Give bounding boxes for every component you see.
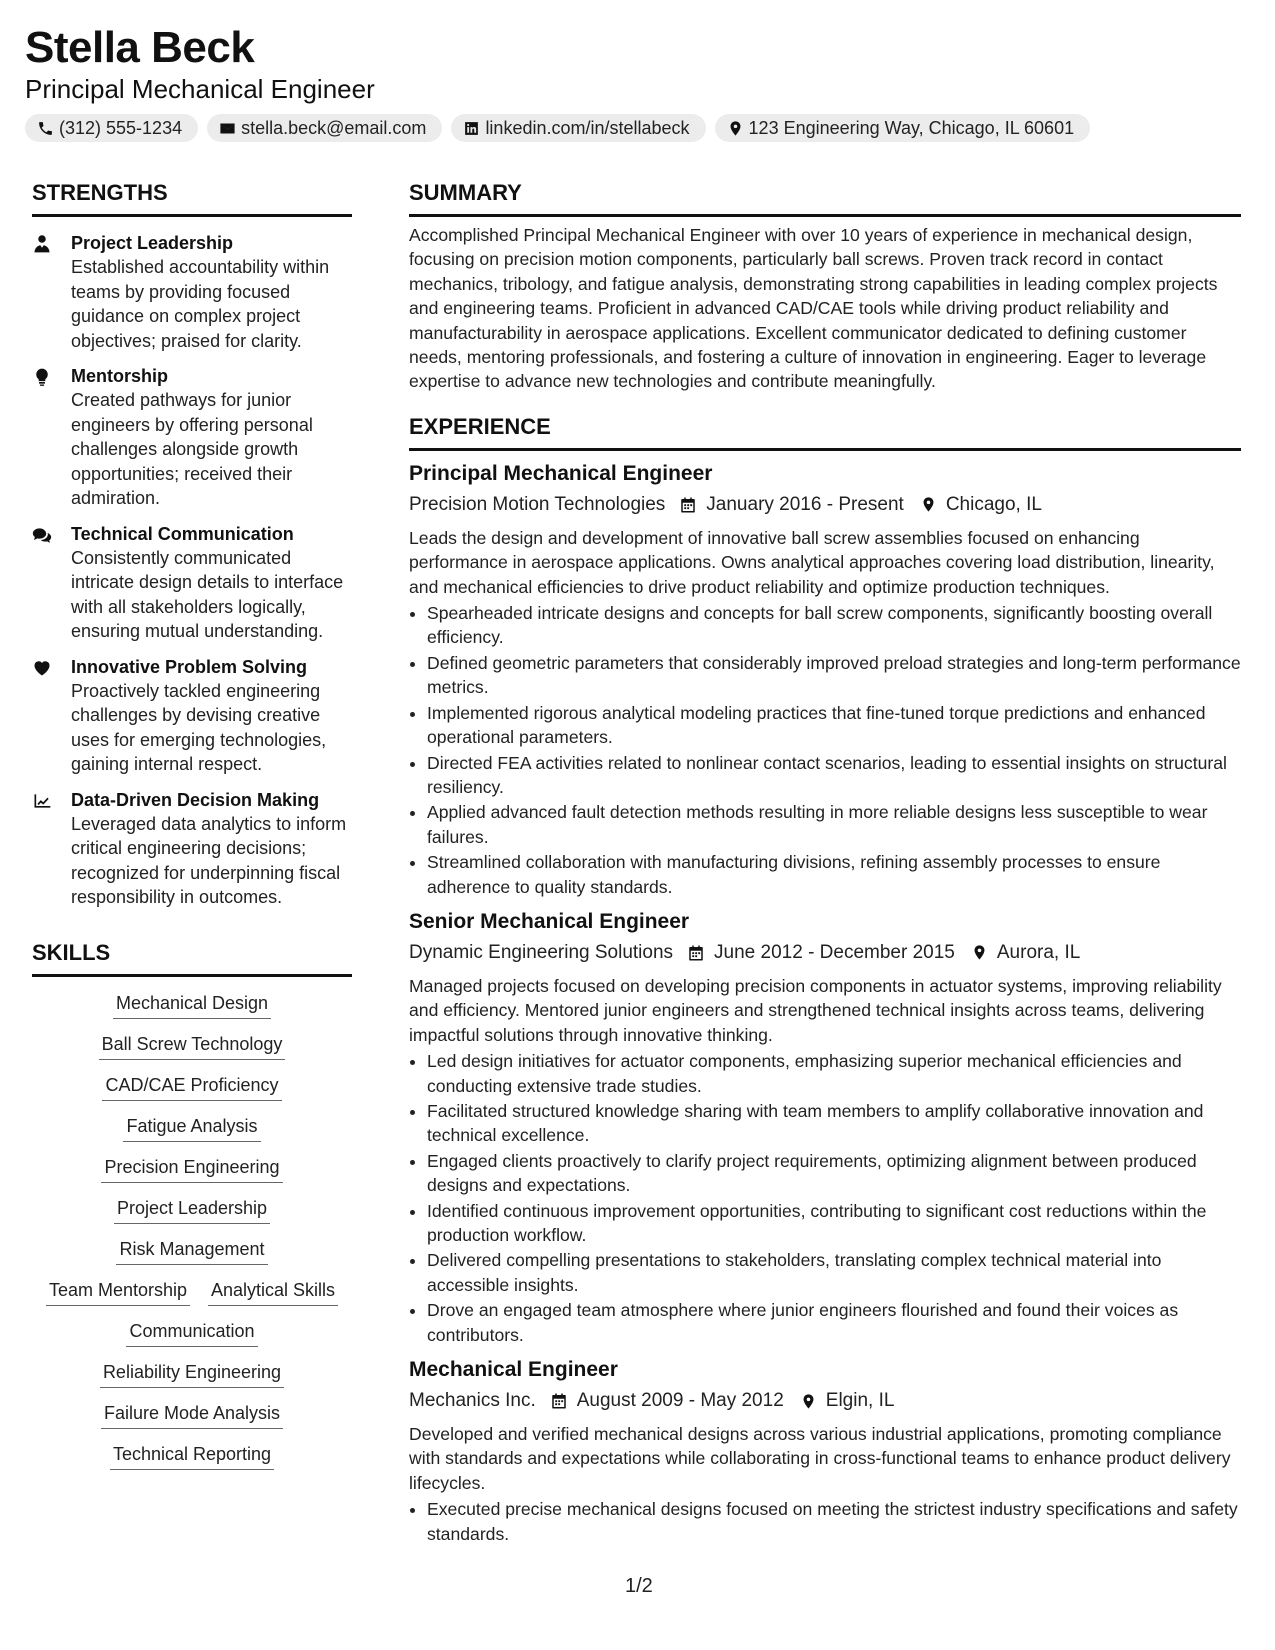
skills-list — [32, 991, 352, 1470]
job-title: Mechanical Engineer — [409, 1358, 618, 1382]
summary-text: Accomplished Principal Mechanical Engineer with over 10 years of experience in mechanical design, focusing on precision motion components, particularly ball screws. Proven track record in contact mechanics, tribology, and fatigue analysis, demonstrating strong capabilities in leading complex projects and engineering teams. Proficient in advanced CAD/CAE tools while driving product reliability and manufacturability in aerospace applications. Excellent communicator dedicated to defining customer needs, mentoring professionals, and fostering a culture of innovation in engineering. Eager to leverage expertise to advance new technologies and contribute meaningfully. — [409, 225, 1218, 392]
job-title: Senior Mechanical Engineer — [409, 909, 690, 933]
strength-item — [32, 364, 352, 511]
strength-title: Data-Driven Decision Making — [71, 789, 320, 810]
job-location: Aurora, IL — [996, 941, 1081, 963]
job-location: Chicago, IL — [945, 493, 1042, 515]
skill-tag: Reliability Engineering — [100, 1360, 284, 1388]
experience-heading: EXPERIENCE — [409, 412, 1241, 451]
job-entry — [409, 1355, 1241, 1546]
candidate-title: Principal Mechanical Engineer — [25, 74, 375, 104]
calendar-icon — [687, 944, 705, 962]
calendar-icon — [550, 1392, 568, 1410]
skill-tag: Team Mentorship — [46, 1278, 190, 1306]
strength-desc: Created pathways for junior engineers by offering personal challenges alongside growth opportunities; received their admiration. — [71, 390, 313, 508]
strength-item — [32, 522, 352, 644]
summary-heading: SUMMARY — [409, 178, 1241, 217]
job-entry — [409, 907, 1241, 1347]
job-bullet: • Applied advanced fault detection methods resulting in more reliable designs less susceptible to wear failures. — [427, 800, 1241, 849]
job-bullets — [409, 1049, 1241, 1347]
strength-title: Technical Communication — [71, 523, 294, 544]
strengths-heading: STRENGTHS — [32, 178, 352, 217]
skill-tag: Technical Reporting — [110, 1442, 274, 1470]
comments-icon — [32, 525, 52, 545]
chart-line-icon — [32, 791, 52, 811]
job-entry — [409, 459, 1241, 899]
skills-heading: SKILLS — [32, 938, 352, 977]
skill-tag: CAD/CAE Proficiency — [102, 1073, 281, 1101]
skill-tag: Precision Engineering — [101, 1155, 282, 1183]
job-bullet: • Implemented rigorous analytical modeling practices that fine-tuned torque predictions and enhanced operational parameters. — [427, 701, 1241, 750]
calendar-icon — [679, 496, 697, 514]
envelope-icon — [219, 120, 236, 137]
page-number: 1/2 — [625, 1575, 653, 1597]
strength-item — [32, 788, 352, 910]
job-bullet: • Defined geometric parameters that considerably improved preload strategies and long-term performance metrics. — [427, 651, 1241, 700]
strength-title: Innovative Problem Solving — [71, 656, 308, 677]
job-location: Elgin, IL — [825, 1390, 895, 1412]
job-bullet: • Identified continuous improvement opportunities, contributing to significant cost reductions within the production workflow. — [427, 1199, 1241, 1248]
job-company: Mechanics Inc. — [409, 1390, 536, 1412]
job-description: Developed and verified mechanical designs across various industrial applications, promoting compliance with standards and expectations while collaborating in cross-functional teams to enhance product delivery lifecycles. — [409, 1424, 1231, 1493]
strengths-section — [32, 178, 352, 910]
strength-item — [32, 655, 352, 777]
job-description: Managed projects focused on developing precision components in actuator systems, improving reliability and efficiency. Mentored junior engineers and strengthened technical insights across teams, delivering impactful solutions through innovative thinking. — [409, 975, 1222, 1045]
job-company: Dynamic Engineering Solutions — [409, 941, 674, 963]
strength-desc: Proactively tackled engineering challenges by devising creative uses for emerging technologies, gaining internal respect. — [71, 680, 327, 774]
experience-section — [409, 412, 1241, 1546]
phone-text: (312) 555-1234 — [59, 117, 183, 138]
contact-bar — [25, 114, 1090, 142]
job-bullet: • Led design initiatives for actuator components, emphasizing superior mechanical efficiencies and conducting extensive trade studies. — [427, 1049, 1241, 1098]
skill-tag: Analytical Skills — [208, 1278, 338, 1306]
person-tie-icon — [32, 234, 52, 254]
job-company: Precision Motion Technologies — [409, 493, 666, 515]
job-dates: August 2009 - May 2012 — [576, 1390, 784, 1412]
email-chip[interactable] — [207, 114, 442, 142]
linkedin-text: linkedin.com/in/stellabeck — [485, 117, 690, 138]
job-bullet: • Delivered compelling presentations to stakeholders, translating complex technical material into accessible insights. — [427, 1248, 1241, 1297]
phone-chip[interactable] — [25, 114, 198, 142]
summary-section — [409, 178, 1241, 394]
left-column — [32, 178, 352, 1470]
skills-section — [32, 938, 352, 1470]
map-pin-icon — [920, 495, 937, 514]
job-bullets — [409, 601, 1241, 899]
job-bullet: • Drove an engaged team atmosphere where junior engineers flourished and found their voices as contributors. — [427, 1298, 1241, 1347]
job-bullet: • Directed FEA activities related to nonlinear contact scenarios, leading to essential insights on structural resiliency. — [427, 751, 1241, 800]
right-column — [409, 178, 1241, 1547]
skill-tag: Fatigue Analysis — [123, 1114, 260, 1142]
job-bullet: • Executed precise mechanical designs focused on meeting the strictest industry specifications and safety standards. — [427, 1497, 1241, 1546]
job-bullet: • Facilitated structured knowledge sharing with team members to amplify collaborative innovation and technical excellence. — [427, 1099, 1241, 1148]
phone-icon — [37, 120, 54, 137]
job-meta — [409, 938, 1241, 968]
lightbulb-icon — [32, 367, 52, 387]
job-bullet: • Spearheaded intricate designs and concepts for ball screw components, significantly boosting overall efficiency. — [427, 601, 1241, 650]
address-text: 123 Engineering Way, Chicago, IL 60601 — [748, 117, 1075, 138]
job-meta — [409, 490, 1241, 520]
strength-desc: Leveraged data analytics to inform critical engineering decisions; recognized for underpinning fiscal responsibility in outcomes. — [71, 813, 347, 907]
linkedin-icon — [463, 120, 480, 137]
skill-tag: Failure Mode Analysis — [101, 1401, 283, 1429]
strength-item — [32, 231, 352, 353]
map-pin-icon — [800, 1392, 817, 1411]
map-pin-icon — [727, 120, 744, 137]
job-bullet: • Engaged clients proactively to clarify project requirements, optimizing alignment between produced designs and expectations. — [427, 1149, 1241, 1198]
strength-title: Mentorship — [71, 366, 168, 386]
job-title: Principal Mechanical Engineer — [409, 461, 713, 485]
skill-tag: Ball Screw Technology — [99, 1032, 286, 1060]
heart-icon — [32, 658, 52, 678]
candidate-name: Stella Beck — [25, 23, 255, 72]
map-pin-icon — [971, 943, 988, 962]
skill-tag: Communication — [126, 1319, 257, 1347]
strength-title: Project Leadership — [71, 233, 234, 253]
email-text: stella.beck@email.com — [241, 117, 427, 138]
strengths-list — [32, 231, 352, 910]
skill-tag: Mechanical Design — [113, 991, 271, 1019]
skill-tag: Project Leadership — [114, 1196, 270, 1224]
job-description: Leads the design and development of innovative ball screw assemblies focused on enhancing performance in aerospace applications. Owns analytical approaches covering load distribution, linearity, and mechanical efficiencies to drive product reliability and optimize production techniques. — [409, 527, 1215, 597]
linkedin-chip[interactable] — [451, 114, 705, 142]
strength-desc: Established accountability within teams by providing focused guidance on complex project objectives; praised for clarity. — [71, 257, 330, 351]
job-bullet: • Streamlined collaboration with manufacturing divisions, refining assembly processes to ensure adherence to quality standards. — [427, 850, 1241, 899]
job-meta — [409, 1386, 1241, 1416]
job-bullets — [409, 1497, 1241, 1546]
address-chip[interactable] — [715, 114, 1091, 142]
strength-desc: Consistently communicated intricate design details to interface with all stakeholders logically, ensuring mutual understanding. — [71, 547, 344, 641]
job-dates: June 2012 - December 2015 — [714, 941, 955, 963]
skill-tag: Risk Management — [116, 1237, 267, 1265]
job-dates: January 2016 - Present — [706, 493, 904, 515]
